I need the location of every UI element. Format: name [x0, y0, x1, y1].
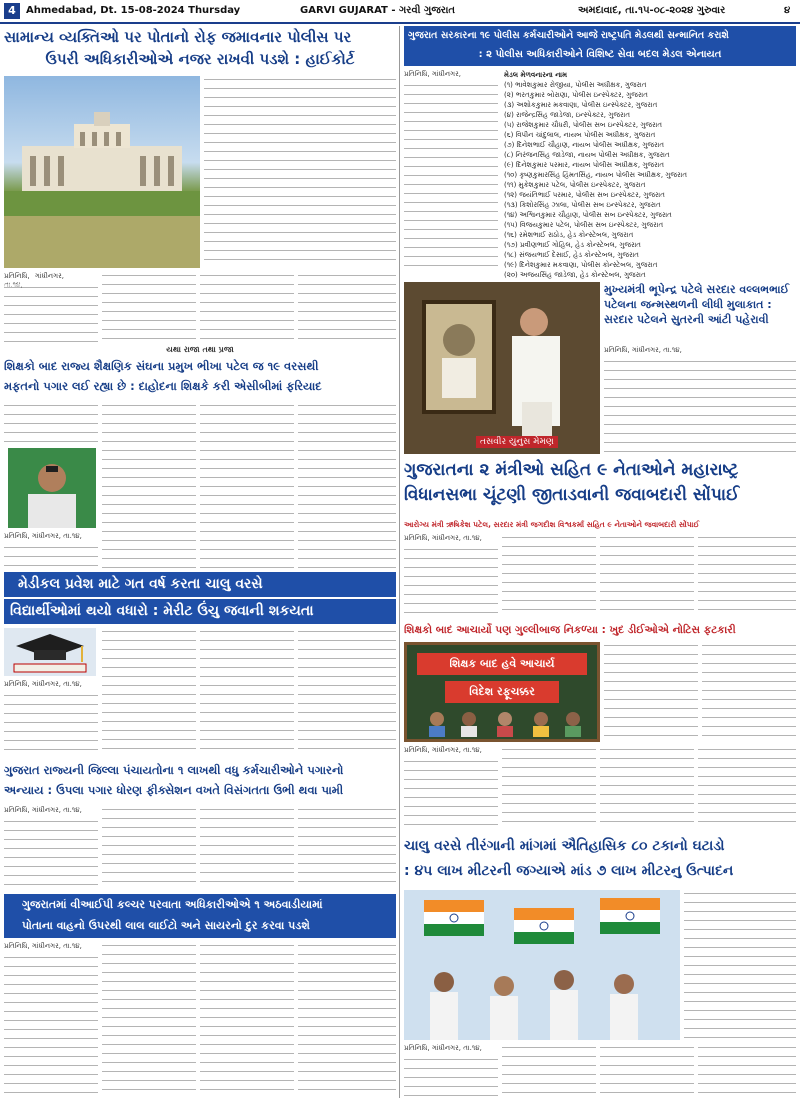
masthead: GARVI GUJARAT - ગરવી ગુજરાત — [300, 5, 456, 16]
panchayat-headline — [4, 760, 396, 802]
cm-photo — [404, 282, 600, 454]
hc-headline — [4, 26, 396, 74]
panchayat-dateline: પ્રતિનિધિ, ગાંધીનગર, તા.૧૪, — [4, 806, 82, 814]
tiranga-body-col1 — [404, 1056, 498, 1096]
cm-headline: મુખ્યમંત્રી ભૂપેન્દ્ર પટેલે સરદાર વલ્લભભાઈ પટેલના જન્મસ્થળની લીધી મુલાકાત : સરદાર પટેલને સુતરની આંટી પહેરાવી — [604, 283, 790, 326]
medal-list-item: (૧૨) જયંતિભાઈ પરમાર, પોલીસ સબ ઇન્સ્પેક્ટર, ગુજરાત — [504, 191, 665, 199]
teacher-dateline: પ્રતિનિધિ, ગાંધીનગર, તા.૧૪, — [4, 532, 82, 540]
acharya-body-col2b — [600, 746, 694, 828]
board-line2: વિદેશ રફૂચક્કર — [445, 681, 559, 703]
medal-list-item: (૮) નિરંજનસિંહ જાડેજા, નાયબ પોલીસ અધીક્ષક, ગુજરાત — [504, 151, 670, 159]
panchayat-headline-line1: ગુજરાત રાજ્યની જિલ્લા પંચાયતોના ૧ લાખથી વધુ કર્મચારીઓને પગારનો — [4, 763, 344, 777]
lights-headline-line2: પોતાના વાહનો ઉપરથી લાલ લાઈટો અને સાયરનો દુર કરવા પડશે — [22, 919, 310, 932]
teacher-headline-line1: શિક્ષકો બાદ રાજ્ય શૈક્ષણિક સંઘના પ્રમુખ ભીખા પટેલ જ ૧૯ વરસથી — [4, 359, 319, 373]
acharya-headline: શિક્ષકો બાદ આચાર્યો પણ ગુલ્લીબાજ નિકળ્યા : ખુદ ડીઈઓએ નોટિસ ફટકારી — [404, 624, 736, 636]
medical-body-col3 — [200, 628, 294, 754]
lights-body-col4 — [298, 942, 396, 1096]
medal-list-item: (૧૪) અશ્વિનકુમાર ચૌહાણ, પોલીસ સબ ઇન્સ્પેક્ટર, ગુજરાત — [504, 211, 672, 219]
tiranga-headline — [404, 834, 796, 886]
right-dateline: અમદાવાદ, તા.૧૫-૦૮-૨૦૨૪ ગુરુવાર — [578, 5, 726, 16]
teacher-body-col4 — [298, 402, 396, 568]
medical-dateline: પ્રતિનિધિ, ગાંધીનગર, તા.૧૪, — [4, 680, 82, 688]
teacher-body-col2 — [102, 402, 196, 568]
medal-body — [404, 82, 498, 274]
medal-list-item: (૭) દિનેશભાઈ ચૌહાણ, નાયબ પોલીસ અધીક્ષક, ગુજરાત — [504, 141, 665, 149]
students-with-flags-image — [404, 890, 680, 1040]
medal-list-item: (૧૭) પ્રવીણભાઈ ગોહિલ, હેડ કોન્સ્ટેબલ, ગુજરાત — [504, 241, 641, 249]
medical-headline-line1: મેડીકલ પ્રવેશ માટે ગત વર્ષ કરતા ચાલુ વરસે — [4, 572, 396, 597]
medal-list-item: (૪) રાજેન્દ્રસિંહ જાડેજા, ઇન્સ્પેક્ટર, ગુજરાત — [504, 111, 630, 119]
mh-headline-line1: ગુજરાતના ૨ મંત્રીઓ સહિત ૯ નેતાઓને મહારાષ્ટ્ર — [404, 460, 739, 480]
cm-dateline: પ્રતિનિધિ, ગાંધીનગર, તા.૧૪, — [604, 346, 682, 354]
hc-body-right — [204, 76, 396, 268]
mh-headline-line2: વિધાનસભા ચૂંટણી જીતાડવાની જવાબદારી સોંપાઈ — [404, 485, 740, 505]
medal-headline-line1: ગુજરાત સરકારના ૧૯ પોલીસ કર્મચારીઓને આજે રાષ્ટ્રપતિ મેડલથી સન્માનિત કરાશે — [408, 30, 729, 41]
medal-list-item: (૧૮) સંજયભાઈ દેસાઈ, હેડ કોન્સ્ટેબલ, ગુજરાત — [504, 251, 639, 259]
mh-body-col2 — [502, 534, 596, 616]
page-number: 4 — [4, 3, 20, 19]
board-line1: શિક્ષક બાદ હવે આચાર્ય — [417, 653, 587, 675]
acharya-body-col4b — [698, 746, 796, 828]
medal-headline-line2: : ૨ પોલીસ અધિકારીઓને વિશિષ્ટ સેવા બદલ મેડલ એનાયત — [478, 49, 722, 60]
cm-photo-caption: તસવીર યુનુસ મેમણ — [476, 436, 558, 448]
lights-body-col1 — [4, 954, 98, 1096]
teacher-headline-line2: મફતનો પગાર લઈ રહ્યા છે : દાહોદના શિક્ષકે કરી એસીબીમાં ફરિયાદ — [4, 379, 322, 393]
medal-list-item: (૧૬) રમેશભાઈ રાઠોડ, હેડ કોન્સ્ટેબલ, ગુજરાત — [504, 231, 634, 239]
medal-dateline: પ્રતિનિધિ, ગાંધીનગર, — [404, 70, 461, 78]
mh-body-col1 — [404, 546, 498, 616]
acharya-blackboard — [404, 642, 600, 742]
tiranga-headline-line1: ચાલુ વરસે તીરંગાની માંગમાં ઐતિહાસિક ૮૦ ટકાનો ઘટાડો — [404, 838, 725, 854]
high-court-building-image — [4, 76, 200, 268]
medal-list-item: (૫) રાજેશકુમાર ચૌધરી, પોલીસ સબ ઇન્સ્પેક્ટર, ગુજરાત — [504, 121, 663, 129]
tiranga-photo — [404, 890, 680, 1040]
panchayat-body-col4 — [298, 806, 396, 890]
teacher-portrait — [8, 448, 96, 528]
right-page-number: ૪ — [784, 5, 791, 16]
panchayat-headline-line2: અન્યાય : ઉપલા પગાર ધોરણ ફીક્સેશન વખતે વિસંગતતા ઉભી થવા પામી — [4, 783, 344, 797]
page-header — [0, 0, 800, 24]
medal-list-item: (૧) ભાવેશકુમાર રોજીયા, પોલીસ અધીક્ષક, ગુજરાત — [504, 81, 647, 89]
panchayat-body-col1 — [4, 818, 98, 890]
cm-body — [604, 358, 796, 454]
teacher-body-col1b — [4, 544, 98, 568]
lights-body-col2 — [102, 942, 196, 1096]
teacher-body-col1a — [4, 402, 98, 446]
left-dateline: Ahmedabad, Dt. 15-08-2024 Thursday — [26, 5, 241, 16]
column-divider — [399, 26, 400, 1098]
hc-headline-line1: સામાન્ય વ્યક્તિઓ પર પોતાનો રોફ જમાવનાર પોલીસ પર — [4, 28, 352, 46]
high-court-photo — [4, 76, 200, 268]
medal-list-item: (૯) દિનેશકુમાર પરમાર, નાયબ પોલીસ અધીક્ષક, ગુજરાત — [504, 161, 665, 169]
mh-dateline: પ્રતિનિધિ, ગાંધીનગર, તા.૧૪, — [404, 534, 482, 542]
acharya-body-col1 — [404, 758, 498, 828]
mh-body-col4 — [698, 534, 796, 616]
medal-list-item: (૧૦) કૃષ્ણકુમારસિંહ હિંમતસિંહ, નાયબ પોલીસ અધીક્ષક, ગુજરાત — [504, 171, 688, 179]
mh-body-col3 — [600, 534, 694, 616]
medal-list-item: (૩) અશોકકુમાર મકવાણા, પોલીસ ઇન્સ્પેક્ટર, ગુજરાત — [504, 101, 658, 109]
medical-body-col4 — [298, 628, 396, 754]
medal-list-item: (૬) વિપીન ચાંદુલાલ, નાયબ પોલીસ અધીક્ષક, ગુજરાત — [504, 131, 656, 139]
lights-headline-line1: ગુજરાતમાં વીઆઈપી કલ્ચર પરવાતા અધિકારીઓએ ૧ અઠવાડીયામાં — [22, 898, 323, 911]
lights-body-col3 — [200, 942, 294, 1096]
medal-list-title: મેડલ મેળવનારના નામ — [504, 71, 568, 79]
medal-headline — [404, 26, 796, 66]
medal-list-item: (૧૯) દિનેશકુમાર મકવાણા, પોલીસ કોન્સ્ટેબલ, ગુજરાત — [504, 261, 658, 269]
tiranga-body-col3 — [600, 1044, 694, 1096]
hc-headline-line2: ઉપરી અધિકારીઓએ નજર રાખવી પડશે : હાઈકોર્ટ — [45, 50, 355, 68]
medal-list-item: (૧૧) મુકેશકુમાર પટેલ, પોલીસ ઇન્સ્પેક્ટર, ગુજરાત — [504, 181, 646, 189]
panchayat-body-col2 — [102, 806, 196, 890]
mh-subhead: આરોગ્ય મંત્રી ઋષિકેશ પટેલ, સરદાર મંત્રી જગદીશ વિશ્વકર્મા સહિત ૯ નેતાઓને જવાબદારી સોંપાઈ — [404, 520, 700, 529]
graduation-photo — [4, 628, 96, 676]
tiranga-body-right — [684, 890, 796, 1040]
medal-list-item: (૨) ભરતકુમાર બોરાણા, પોલીસ ઇન્સ્પેક્ટર, ગુજરાત — [504, 91, 648, 99]
cm-garlanding-statue-image — [404, 282, 600, 454]
lights-dateline: પ્રતિનિધિ, ગાંધીનગર, તા.૧૪, — [4, 942, 82, 950]
hc-body-col2 — [102, 272, 196, 342]
lights-headline — [4, 894, 396, 938]
medal-list-item: (૧૫) વિજયકુમાર પટેલ, પોલીસ સબ ઇન્સ્પેક્ટર, ગુજરાત — [504, 221, 664, 229]
acharya-headline-box — [404, 620, 796, 640]
teacher-body-col3 — [200, 402, 294, 568]
hc-dateline: પ્રતિનિધિ, ગાંધીનગર, — [4, 272, 64, 280]
hc-body-col3 — [200, 272, 294, 342]
medical-headline-line2: વિદ્યાર્થીઓમાં થયો વધારો : મેરીટ ઉંચુ જવાની શકયતા — [4, 599, 396, 624]
tiranga-headline-line2: : ૪૫ લાખ મીટરની જગ્યાએ માંડ ૭ લાખ મીટરનુ ઉત્પાદન — [404, 863, 734, 879]
medical-body-col1 — [4, 692, 98, 754]
teacher-headline — [4, 356, 396, 398]
acharya-body-col3 — [604, 642, 698, 742]
acharya-dateline: પ્રતિનિધિ, ગાંધીનગર, તા.૧૪, — [404, 746, 482, 754]
hc-body-col4 — [298, 272, 396, 342]
acharya-body-col4 — [702, 642, 796, 742]
tiranga-body-col4 — [698, 1044, 796, 1096]
medical-headline — [4, 572, 396, 624]
medical-body-col2 — [102, 628, 196, 754]
hc-footer-tag: યથા રાજા તથા પ્રજા — [166, 345, 234, 354]
hc-body-col1 — [4, 284, 98, 342]
graduation-cap-image — [4, 628, 96, 676]
students-image — [417, 707, 587, 737]
panchayat-body-col3 — [200, 806, 294, 890]
mh-headline — [404, 458, 796, 518]
cm-headline-box — [604, 282, 796, 342]
medal-list-item: (૨૦) અજયસિંહ જાડેજા, હેડ કોન્સ્ટેબલ, ગુજરાત — [504, 271, 646, 279]
tiranga-body-col2 — [502, 1044, 596, 1096]
teacher-portrait-image — [8, 448, 96, 528]
medal-list — [504, 70, 796, 278]
acharya-body-col2 — [502, 746, 596, 828]
tiranga-dateline: પ્રતિનિધિ, ગાંધીનગર, તા.૧૪, — [404, 1044, 482, 1052]
medal-list-item: (૧૩) કિશોરસિંહ ઝાલા, પોલીસ સબ ઇન્સ્પેક્ટર, ગુજરાત — [504, 201, 661, 209]
